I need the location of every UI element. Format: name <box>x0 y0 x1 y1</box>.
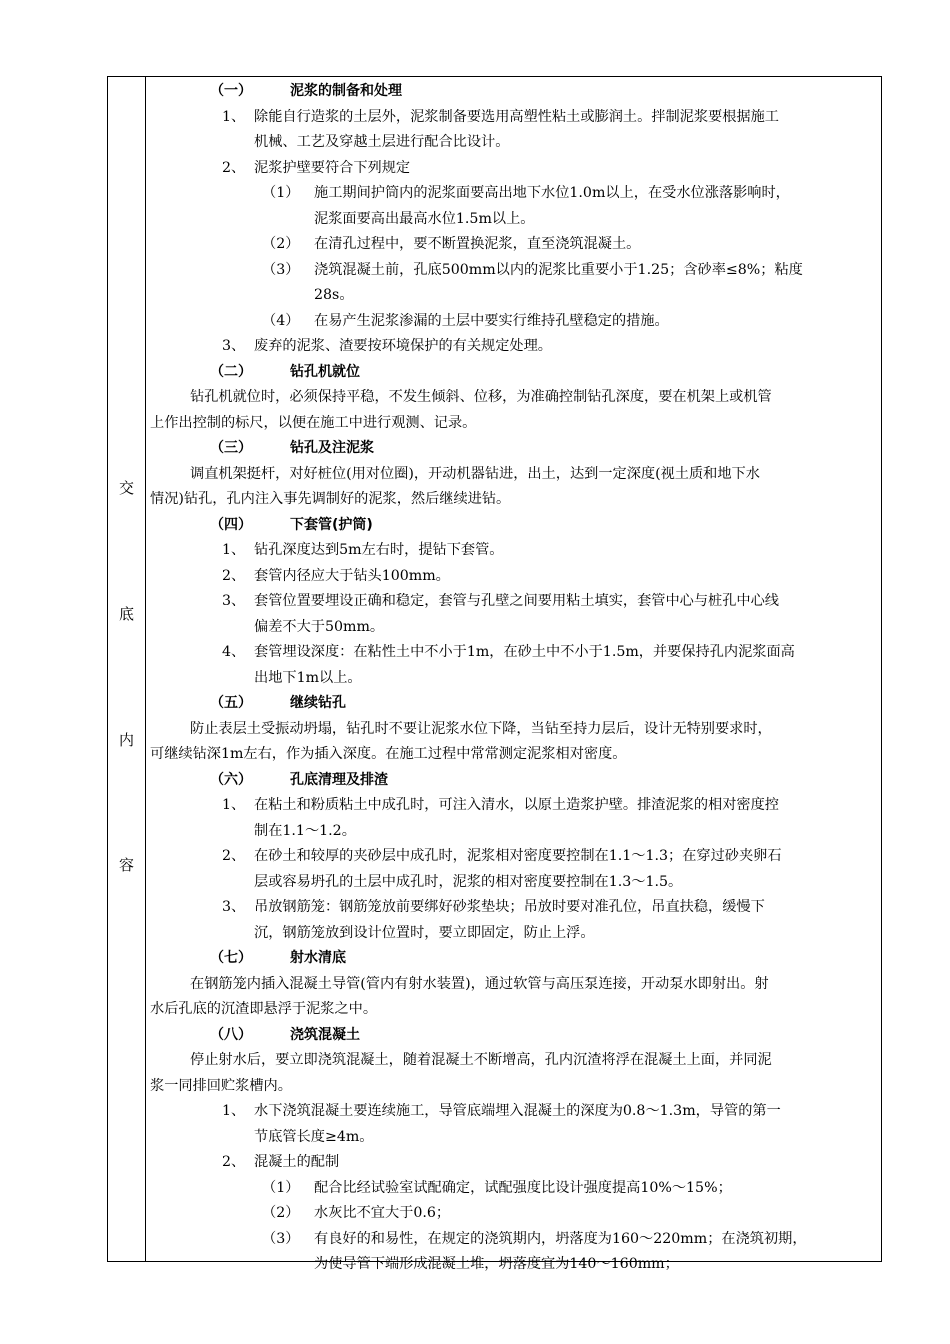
list-item <box>150 895 880 921</box>
section-title: 继续钻孔 <box>290 695 346 711</box>
item-text: 废弃的泥浆、渣要按环境保护的有关规定处理。 <box>254 338 552 354</box>
subitem-text: 在清孔过程中，要不断置换泥浆，直至浇筑混凝土。 <box>314 236 641 252</box>
subitem-number: （1） <box>262 1179 300 1196</box>
list-item <box>150 156 880 182</box>
paragraph-line <box>150 997 880 1023</box>
section-heading <box>150 1023 880 1049</box>
list-item <box>150 793 880 819</box>
subitem-text: 在易产生泥浆渗漏的土层中要实行维持孔壁稳定的措施。 <box>314 312 669 329</box>
item-number: 1、 <box>222 1103 246 1119</box>
paragraph-text: 钻孔机就位时，必须保持平稳，不发生倾斜、位移，为准确控制钻孔深度，要在机架上或机管 <box>190 389 772 405</box>
paragraph-text: 停止射水后，要立即浇筑混凝土，随着混凝土不断增高，孔内沉渣将浮在混凝土上面，并同泥 <box>190 1052 772 1068</box>
subitem-number: （3） <box>262 261 300 278</box>
section-heading <box>150 691 880 717</box>
list-item <box>150 334 880 360</box>
item-number: 3、 <box>222 593 246 609</box>
section-number: （一） <box>210 83 252 99</box>
list-item <box>150 309 880 335</box>
section-heading <box>150 79 880 105</box>
item-text: 吊放钢筋笼：钢筋笼放前要绑好砂浆垫块；吊放时要对准孔位，吊直扶稳，缓慢下 <box>254 899 765 915</box>
subitem-text: 浇筑混凝土前，孔底500mm以内的泥浆比重要小于1.25；含砂率≤8%；粘度 <box>314 261 803 278</box>
item-number: 1、 <box>222 542 246 558</box>
section-number: （二） <box>210 363 252 380</box>
list-item <box>150 870 880 896</box>
item-text: 在粘土和粉质粘土中成孔时，可注入清水，以原土造浆护壁。排渣泥浆的相对密度控 <box>254 797 779 813</box>
item-text: 层或容易坍孔的土层中成孔时，泥浆的相对密度要控制在1.3～1.5。 <box>254 873 683 890</box>
item-text: 沉，钢筋笼放到设计位置时，要立即固定，防止上浮。 <box>254 924 595 941</box>
subitem-text: 配合比经试验室试配确定，试配强度比设计强度提高10%～15%； <box>314 1179 732 1196</box>
item-text: 套管埋设深度：在粘性土中不小于1m，在砂土中不小于1.5m，并要保持孔内泥浆面高 <box>254 644 795 660</box>
paragraph-text: 防止表层土受振动坍塌，钻孔时不要让泥浆水位下降，当钻至持力层后，设计无特别要求时， <box>190 720 772 737</box>
list-item <box>150 844 880 870</box>
paragraph-line <box>150 385 880 411</box>
column-divider <box>145 76 146 1262</box>
subitem-text: 施工期间护筒内的泥浆面要高出地下水位1.0m以上，在受水位涨落影响时， <box>314 185 790 201</box>
section-title: 孔底清理及排渣 <box>290 771 388 788</box>
paragraph-line <box>150 411 880 437</box>
list-item <box>150 1252 880 1278</box>
section-heading <box>150 436 880 462</box>
section-number: （七） <box>210 950 252 966</box>
list-item <box>150 1150 880 1176</box>
list-item <box>150 921 880 947</box>
section-title: 钻孔及注泥浆 <box>290 440 374 456</box>
item-number: 2、 <box>222 159 246 176</box>
section-title: 下套管(护筒) <box>290 516 373 533</box>
section-number: （六） <box>210 771 252 788</box>
list-item <box>150 819 880 845</box>
list-item <box>150 283 880 309</box>
section-heading <box>150 946 880 972</box>
section-number: （八） <box>210 1026 252 1043</box>
paragraph-text: 情况)钻孔，孔内注入事先调制好的泥浆，然后继续进钻。 <box>150 491 511 507</box>
list-item <box>150 1125 880 1151</box>
subitem-number: （1） <box>262 185 300 201</box>
section-title: 射水清底 <box>290 950 346 966</box>
subitem-number: （3） <box>262 1230 300 1247</box>
item-text: 混凝土的配制 <box>254 1154 340 1170</box>
section-number: （四） <box>210 516 252 533</box>
subitem-number: （4） <box>262 312 300 329</box>
side-label-char: 底 <box>118 605 134 623</box>
list-item <box>150 666 880 692</box>
item-text: 钻孔深度达到5m左右时，提钻下套管。 <box>254 542 504 558</box>
list-item <box>150 130 880 156</box>
section-number: （三） <box>210 440 252 456</box>
item-text: 除能自行造浆的土层外，泥浆制备要选用高塑性粘土或膨润土。拌制泥浆要根据施工 <box>254 108 779 125</box>
item-text: 偏差不大于50mm。 <box>254 618 385 635</box>
item-text: 节底管长度≥4m。 <box>254 1128 374 1145</box>
list-item <box>150 615 880 641</box>
item-number: 3、 <box>222 338 246 354</box>
item-text: 套管内径应大于钻头100mm。 <box>254 567 450 584</box>
paragraph-text: 上作出控制的标尺，以便在施工中进行观测、记录。 <box>150 414 477 431</box>
section-title: 泥浆的制备和处理 <box>290 83 402 99</box>
item-text: 制在1.1～1.2。 <box>254 822 356 839</box>
subitem-text: 水灰比不宜大于0.6； <box>314 1205 451 1221</box>
paragraph-line <box>150 742 880 768</box>
section-heading <box>150 360 880 386</box>
item-text: 套管位置要埋设正确和稳定，套管与孔壁之间要用粘土填实，套管中心与桩孔中心线 <box>254 593 779 609</box>
item-number: 4、 <box>222 644 246 660</box>
item-number: 1、 <box>222 108 246 125</box>
section-title: 浇筑混凝土 <box>290 1026 360 1043</box>
item-text: 出地下1m以上。 <box>254 669 362 686</box>
paragraph-text: 水后孔底的沉渣即悬浮于泥浆之中。 <box>150 1001 378 1017</box>
item-text: 机械、工艺及穿越土层进行配合比设计。 <box>254 134 510 150</box>
paragraph-text: 调直机架挺杆，对好桩位(用对位圈)，开动机器钻进，出土，达到一定深度(视土质和地下水 <box>190 465 760 482</box>
item-text: 在砂土和较厚的夹砂层中成孔时，泥浆相对密度要控制在1.1～1.3；在穿过砂夹卵石 <box>254 848 782 864</box>
item-text: 泥浆护壁要符合下列规定 <box>254 159 411 176</box>
list-item <box>150 589 880 615</box>
list-item <box>150 1176 880 1202</box>
section-heading <box>150 513 880 539</box>
list-item <box>150 1201 880 1227</box>
subitem-text: 28s。 <box>314 287 354 303</box>
item-text: 水下浇筑混凝土要连续施工，导管底端埋入混凝土的深度为0.8～1.3m，导管的第一 <box>254 1103 781 1119</box>
side-label-char: 内 <box>118 731 134 749</box>
side-label-char: 交 <box>118 479 134 497</box>
paragraph-line <box>150 717 880 743</box>
subitem-text: 泥浆面要高出最高水位1.5m以上。 <box>314 210 535 227</box>
list-item <box>150 538 880 564</box>
item-number: 2、 <box>222 1154 246 1170</box>
list-item <box>150 105 880 131</box>
list-item <box>150 1227 880 1253</box>
paragraph-line <box>150 1074 880 1100</box>
paragraph-text: 可继续钻深1m左右，作为插入深度。在施工过程中常常测定泥浆相对密度。 <box>150 746 627 762</box>
section-heading <box>150 768 880 794</box>
section-title: 钻孔机就位 <box>290 363 360 380</box>
side-label-char: 容 <box>118 856 134 874</box>
content-body <box>150 79 880 1278</box>
list-item <box>150 232 880 258</box>
list-item <box>150 207 880 233</box>
paragraph-line <box>150 462 880 488</box>
paragraph-text: 浆一同排回贮浆槽内。 <box>150 1077 292 1094</box>
paragraph-line <box>150 487 880 513</box>
subitem-text: 有良好的和易性，在规定的浇筑期内，坍落度为160～220mm；在浇筑初期， <box>314 1230 807 1247</box>
section-number: （五） <box>210 695 252 711</box>
list-item <box>150 640 880 666</box>
paragraph-line <box>150 1048 880 1074</box>
list-item <box>150 564 880 590</box>
list-item <box>150 1099 880 1125</box>
subitem-text: 为使导管下端形成混凝土堆，坍落度宜为140～160mm； <box>314 1256 679 1272</box>
list-item <box>150 181 880 207</box>
item-number: 2、 <box>222 567 246 584</box>
item-number: 2、 <box>222 848 246 864</box>
subitem-number: （2） <box>262 236 300 252</box>
paragraph-text: 在钢筋笼内插入混凝土导管(管内有射水装置)，通过软管与高压泵连接，开动泵水即射出。射 <box>190 975 769 992</box>
item-number: 3、 <box>222 899 246 915</box>
subitem-number: （2） <box>262 1205 300 1221</box>
paragraph-line <box>150 972 880 998</box>
item-number: 1、 <box>222 797 246 813</box>
list-item <box>150 258 880 284</box>
